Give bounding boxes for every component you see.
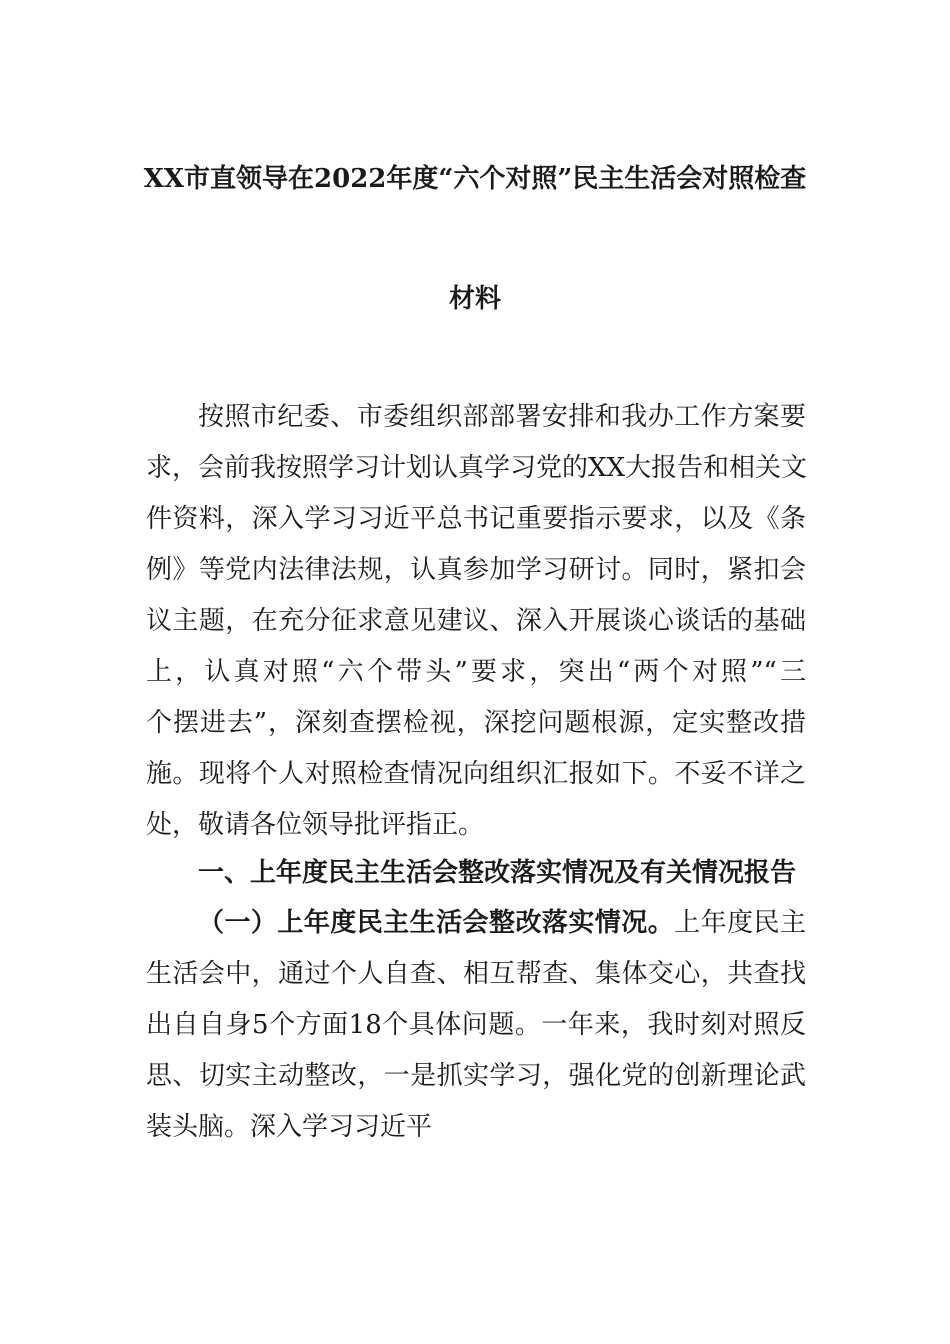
intro-paragraph-line: 个摆进去”，深刻查摆检视，深挖问题根源，定实整改措 <box>146 708 806 738</box>
intro-paragraph-line: 求，会前我按照学习计划认真学习党的XX大报告和相关文 <box>146 453 808 483</box>
document-title-line-2: 材料 <box>448 284 501 314</box>
document-title-line-1: XX市直领导在2022年度“六个对照”民主生活会对照检查 <box>143 164 807 194</box>
subsection-1-first-line <box>198 906 806 940</box>
body-paragraph-line: 生活会中，通过个人自查、相互帮查、集体交心，共查找 <box>146 959 806 989</box>
subsection-1-text: 上年度民主 <box>674 908 806 938</box>
subsection-1-heading: （一）上年度民主生活会整改落实情况。 <box>198 908 675 938</box>
body-paragraph-line: 装头脑。深入学习习近平 <box>146 1112 433 1142</box>
intro-paragraph-line: 议主题，在充分征求意见建议、深入开展谈心谈话的基础 <box>146 606 806 636</box>
section-1-heading: 一、上年度民主生活会整改落实情况及有关情况报告 <box>198 858 797 888</box>
body-paragraph-line: 出自自身5个方面18个具体问题。一年来，我时刻对照反 <box>146 1010 806 1040</box>
intro-paragraph-line: 例》等党内法律法规，认真参加学习研讨。同时，紧扣会 <box>146 555 806 585</box>
body-paragraph-line: 思、切实主动整改，一是抓实学习，强化党的创新理论武 <box>146 1061 806 1091</box>
intro-paragraph-line: 上，认真对照“六个带头”要求，突出“两个对照”“三 <box>146 657 806 687</box>
intro-paragraph-line: 施。现将个人对照检查情况向组织汇报如下。不妥不详之 <box>146 759 806 789</box>
intro-paragraph-line: 件资料，深入学习习近平总书记重要指示要求，以及《条 <box>146 504 806 534</box>
intro-paragraph-line: 按照市纪委、市委组织部部署安排和我办工作方案要 <box>198 402 806 432</box>
intro-paragraph-line: 处，敬请各位领导批评指正。 <box>146 810 485 840</box>
